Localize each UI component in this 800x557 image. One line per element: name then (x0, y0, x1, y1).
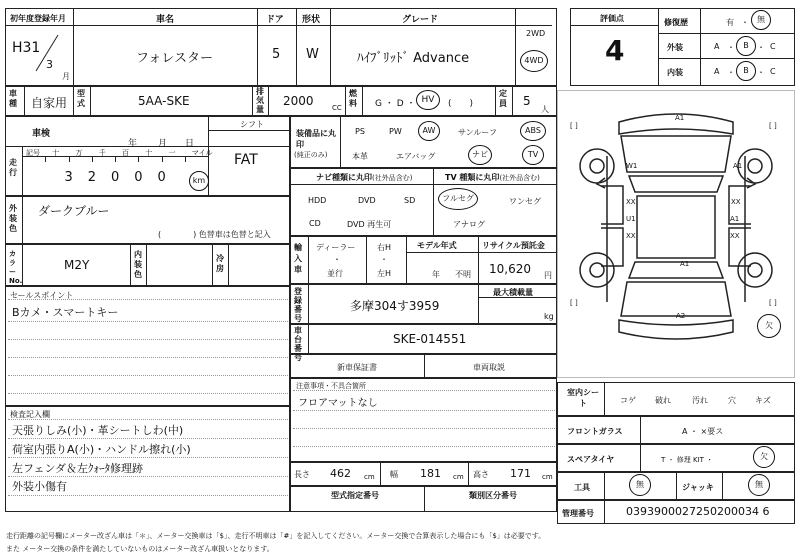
inspector-line: 天張りしみ(小)・革シートしわ(中) (12, 424, 184, 437)
tv-title-text: TV 種類に丸印 (445, 173, 500, 182)
equip-pw: PW (389, 127, 402, 136)
model-year-unknown: 不明 (455, 270, 471, 279)
diagram-missing: 欠 (757, 314, 781, 338)
recycle-label: リサイクル預託金 (482, 241, 545, 250)
mileage-digit-header: 一 (168, 149, 176, 157)
svg-text:[ ]: [ ] (769, 122, 777, 130)
import-dot-1: ・ (333, 255, 341, 264)
spare-selected: 欠 (753, 446, 775, 468)
sheet-opt: キズ (755, 396, 771, 405)
equip-navi: ナビ (468, 145, 492, 165)
mileage-unit: km (189, 171, 209, 191)
color-no-block (5, 244, 290, 286)
tv-oneseg: ワンセグ (509, 197, 541, 206)
equip-leather: 本革 (352, 152, 368, 161)
mileage-digit: 2 (87, 170, 97, 185)
score-value: 4 (605, 34, 625, 67)
management-label: 管理番号 (562, 509, 594, 518)
width-unit: cm (453, 473, 464, 481)
exterior-dot: ・ (727, 43, 735, 52)
mileage-digit-header: 万 (75, 149, 83, 157)
inspector-line: 外装小傷有 (12, 480, 67, 493)
disp-unit: CC (332, 104, 342, 112)
exterior-a: A (714, 42, 720, 51)
reg-value: 多摩304す3959 (350, 299, 440, 313)
tv-sub: (社外品含む) (499, 174, 540, 182)
month-unit: 月 (62, 72, 70, 81)
type-value: 5AA-SKE (138, 94, 190, 108)
windshield-label: フロントガラス (567, 427, 623, 436)
tv-analog: アナログ (453, 220, 485, 229)
shaken-month-unit: 月 (158, 139, 168, 149)
chassis-label: 車台番号 (294, 326, 302, 362)
month-value: 3 (46, 58, 53, 71)
cap-unit: 人 (541, 105, 549, 114)
max-load-label: 最大積載量 (493, 288, 533, 297)
type-label: 型式 (77, 89, 85, 108)
sales-point-value: Bカメ・スマートキー (12, 306, 119, 319)
mileage-digit-header: マイル (191, 149, 213, 157)
sheet-opt: 汚れ (692, 396, 708, 405)
shift-value: FAT (234, 152, 258, 168)
length-unit: cm (364, 473, 375, 481)
equip-ps: PS (355, 127, 365, 136)
navi-cd: CD (309, 219, 321, 228)
fuel-selected: HV (416, 90, 440, 110)
shift-label: シフト (240, 120, 264, 129)
row2 (5, 86, 557, 116)
car-name-label: 車名 (156, 15, 175, 25)
equip-tv: TV (522, 145, 544, 165)
repair-label: 修復歴 (664, 18, 688, 27)
diagram-mark: A1 (675, 114, 685, 122)
notes-label: 注意事項・不具合箇所 (296, 382, 366, 390)
equipment-sub: (純正のみ) (294, 151, 328, 159)
mileage-digit-header: 百 (122, 149, 129, 157)
sales-point-label: セールスポイント (10, 291, 74, 300)
chassis-value: SKE-014551 (393, 332, 467, 346)
navi-title-text: ナビ種類に丸印 (316, 173, 372, 182)
inspector-line: 荷室内張りA(小)・ハンドル擦れ(小) (12, 443, 191, 456)
interior-sheet-label: 室内シート (567, 388, 599, 408)
height-label: 高さ (473, 470, 489, 479)
notes-value: フロアマットなし (298, 398, 378, 409)
kind-value: 自家用 (31, 96, 68, 110)
grade: ﾊｲﾌﾞﾘｯﾄﾞ Advance (357, 51, 470, 66)
model-year-label: モデル年式 (417, 241, 457, 250)
mileage-digit: 3 (64, 170, 73, 185)
shaken-label: 車検 (32, 129, 51, 139)
diagram-mark: A2 (676, 312, 686, 320)
length-label: 長さ (294, 470, 310, 479)
drive-2wd: 2WD (526, 29, 546, 38)
diagram-mark: XX (731, 198, 741, 206)
footer-line-1: 走行距離の記号欄にメーター改ざん車は「＊」、メーター交換車は「$」、走行不明車は「#」を記入してください。メーター交換で合算表示した場合にも「$」は必要です。 (6, 532, 546, 540)
navi-hdd: HDD (308, 196, 327, 205)
interior-dot: ・ (727, 68, 735, 77)
type-designation-label: 型式指定番号 (331, 491, 379, 500)
kind-label: 車種 (9, 89, 17, 108)
repair-dot: ・ (741, 18, 749, 27)
equip-sunroof: サンルーフ (458, 128, 497, 137)
navi-title (316, 172, 412, 183)
shape-label: 形状 (302, 15, 321, 25)
color-value: ダークブルー (38, 204, 110, 218)
sheet-opt: 破れ (655, 396, 671, 405)
exterior-label: 外装 (667, 43, 683, 52)
max-load-unit: kg (544, 312, 554, 321)
tools-value: 無 (629, 474, 651, 496)
doc-manual: 車両取説 (473, 363, 505, 372)
recycle-value: 10,620 (489, 262, 531, 276)
equip-aw: AW (418, 121, 440, 141)
footer-line-2: また メーター交換の条件を満たしていないものはメーター改ざん車扱いとなります。 (6, 545, 274, 553)
svg-text:[ ]: [ ] (570, 299, 578, 307)
equip-airbag: エアバッグ (396, 152, 436, 161)
interior-label: 内装 (667, 68, 683, 77)
width-label: 幅 (390, 470, 398, 479)
import-dot-2: ・ (380, 255, 388, 264)
diagram-mark: U1 (626, 215, 636, 223)
navi-sd: SD (404, 196, 416, 205)
score-label: 評価点 (600, 14, 624, 23)
interior-c: C (770, 67, 776, 76)
diagram-mark: A1 (680, 260, 690, 268)
door-label: ドア (266, 15, 284, 25)
drive-4wd: 4WD (520, 50, 548, 72)
svg-text:[ ]: [ ] (769, 299, 777, 307)
inspector-line: 左フェンダ＆左ｸｫｰﾀ修理跡 (12, 462, 144, 475)
spare-label: スペアタイヤ (567, 455, 615, 464)
repair-no: 無 (751, 10, 771, 30)
exterior-b: B (736, 36, 756, 56)
length-value: 462 (330, 467, 351, 480)
import-label: 輸入車 (294, 243, 302, 274)
sheet-opt: コゲ (620, 396, 636, 405)
import-dealer: ディーラー (316, 243, 356, 252)
import-right-h: 右H (377, 243, 392, 252)
recycle-unit: 円 (544, 271, 552, 280)
mileage-digit: 0 (111, 170, 120, 185)
ac-label: 冷房 (216, 254, 224, 273)
jack-label: ジャッキ (682, 483, 714, 492)
mileage-digit-header: 十 (52, 149, 60, 157)
height-value: 171 (510, 467, 531, 480)
diagram-mark: XX (730, 232, 740, 240)
import-left-h: 左H (377, 269, 392, 278)
disp-value: 2000 (283, 94, 314, 108)
disp-label: 排気量 (256, 87, 264, 114)
spare-options: T ・ 修理 KIT ・ (661, 456, 714, 464)
inspector-label: 検査記入欄 (10, 410, 50, 419)
diagram-mark: W1 (626, 162, 638, 170)
color-change-note: ( ) 色替車は色替と記入 (158, 230, 271, 239)
interior-a: A (714, 67, 720, 76)
width-value: 181 (420, 467, 441, 480)
shaken-year-unit: 年 (128, 139, 138, 149)
exterior-c: C (770, 42, 776, 51)
doc-warranty: 新車保証書 (337, 363, 377, 372)
fuel-paren: ( ) (448, 99, 474, 109)
navi-sub: (社外品含む) (372, 174, 413, 182)
exterior-dot: ・ (757, 43, 765, 52)
diagram-mark: A1 (730, 215, 740, 223)
tv-title (445, 172, 540, 183)
reg-label: 登録番号 (294, 287, 302, 323)
mileage-label: 走行 (9, 158, 17, 177)
fuel-label: 燃料 (349, 89, 357, 108)
interior-dot: ・ (757, 68, 765, 77)
mileage-digit: 0 (134, 170, 143, 185)
shape: W (306, 47, 319, 62)
height-unit: cm (542, 473, 553, 481)
equip-abs: ABS (520, 121, 546, 141)
interior-color-label: 内装色 (134, 250, 142, 279)
navi-dvd-play: DVD 再生可 (347, 220, 392, 229)
color-label: 外装色 (9, 204, 17, 233)
import-parallel: 並行 (327, 269, 343, 278)
model-year-unit: 年 (432, 270, 440, 279)
doors: 5 (272, 47, 281, 62)
color-no: M2Y (64, 258, 90, 272)
first-reg-label: 初年度登録年月 (10, 14, 66, 23)
car-name: フォレスター (136, 51, 213, 66)
windshield-value: A ・ ×要ス (682, 427, 724, 436)
fuel-options: G ・ D ・ (375, 99, 416, 109)
management-value: 0393900027250200034 6 (626, 505, 770, 518)
cap-label: 定員 (499, 89, 507, 108)
class-label: 類別区分番号 (469, 491, 517, 500)
cap-value: 5 (523, 94, 531, 108)
tools-label: 工具 (574, 483, 590, 492)
mileage-digit: 0 (157, 170, 166, 185)
grade-label: グレード (402, 15, 439, 25)
tv-fullseg: フルセグ (438, 188, 478, 210)
interior-b: B (736, 61, 756, 81)
diagram-mark: XX (626, 198, 636, 206)
repair-yes: 有 (726, 18, 734, 27)
shaken-day-unit: 日 (185, 139, 195, 149)
navi-dvd: DVD (358, 196, 376, 205)
diagram-mark: A1 (733, 162, 743, 170)
mileage-digit-header: 十 (145, 149, 153, 157)
jack-value: 無 (748, 474, 770, 496)
diagram-mark: XX (626, 232, 636, 240)
equipment-label: 装備品に丸印 (296, 129, 336, 149)
mileage-digit-header: 記号 (26, 149, 40, 157)
year-month-slash (30, 33, 60, 73)
mileage-digit-header: 千 (98, 149, 106, 157)
year-value: H31 (12, 40, 41, 56)
svg-text:[ ]: [ ] (570, 122, 578, 130)
sheet-opt: 穴 (728, 396, 736, 405)
color-no-label: カラーNo. (9, 250, 23, 285)
